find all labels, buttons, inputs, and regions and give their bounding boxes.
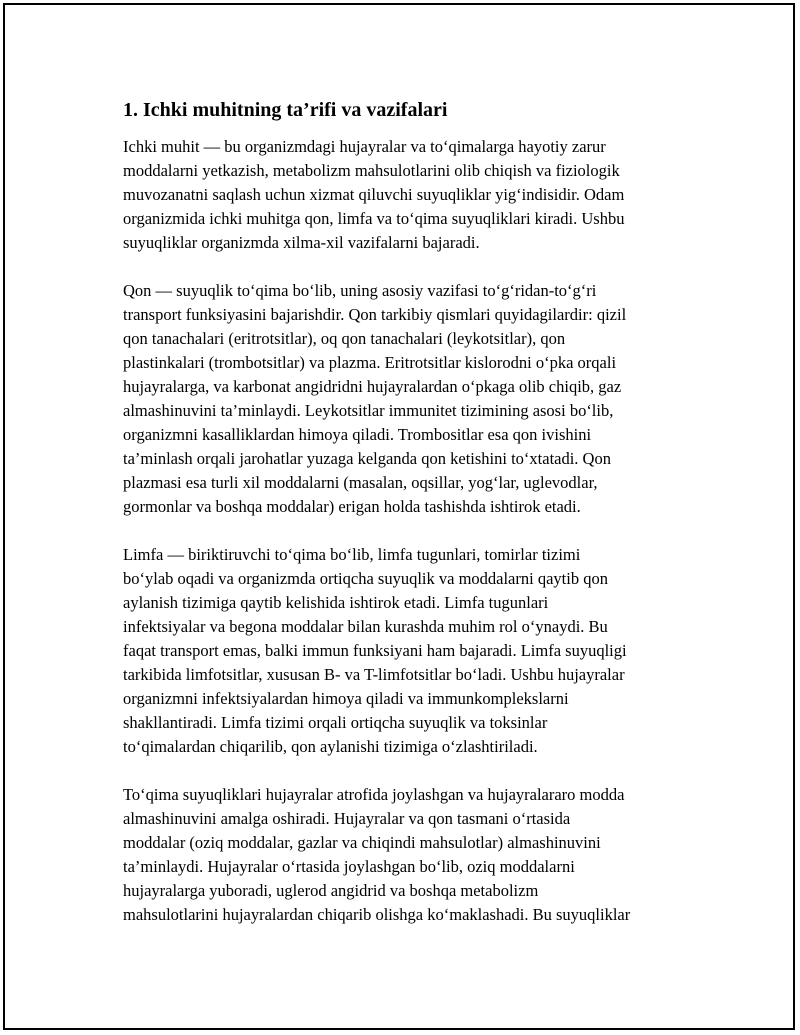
text-line: tarkibida limfotsitlar, xususan B- va T-limfotsitlar bo‘ladi. Ushbu hujayralar — [123, 665, 625, 684]
text-line: qon tanachalari (eritrotsitlar), oq qon tanachalari (leykotsitlar), qon — [123, 329, 566, 348]
text-line: plazmasi esa turli xil moddalarni (masalan, oqsillar, yog‘lar, uglevodlar, — [123, 473, 598, 492]
text-line: faqat transport emas, balki immun funksiyani ham bajaradi. Limfa suyuqligi — [123, 641, 627, 660]
text-line: infektsiyalar va begona moddalar bilan kurashda muhim rol o‘ynaydi. Bu — [123, 617, 608, 636]
text-line: moddalar (oziq moddalar, gazlar va chiqindi mahsulotlar) almashinuvini — [123, 833, 601, 852]
text-line: Ichki muhit — bu organizmdagi hujayralar va to‘qimalarga hayotiy zarur — [123, 137, 606, 156]
paragraph-internal-environment — [123, 135, 695, 255]
paragraph-lymph — [123, 543, 695, 759]
text-line: ta’minlaydi. Hujayralar o‘rtasida joylashgan bo‘lib, oziq moddalarni — [123, 857, 575, 876]
text-line: mahsulotlarini hujayralardan chiqarib olishga ko‘maklashadi. Bu suyuqliklar — [123, 905, 631, 924]
text-line: hujayralarga yuboradi, uglerod angidrid va boshqa metabolizm — [123, 881, 539, 900]
text-line: gormonlar va boshqa moddalar) erigan holda tashishda ishtirok etadi. — [123, 497, 581, 516]
paragraph-tissue-fluids — [123, 783, 695, 927]
text-line: ta’minlash orqali jarohatlar yuzaga kelganda qon ketishini to‘xtatadi. Qon — [123, 449, 611, 468]
text-line: almashinuvini ta’minlaydi. Leykotsitlar immunitet tizimining asosi bo‘lib, — [123, 401, 614, 420]
paragraph-blood — [123, 279, 695, 519]
text-line: To‘qima suyuqliklari hujayralar atrofida joylashgan va hujayralararo modda — [123, 785, 625, 804]
text-line: organizmni infektsiyalardan himoya qiladi va immunkomplekslarni — [123, 689, 569, 708]
text-line: bo‘ylab oqadi va organizmda ortiqcha suyuqlik va moddalarni qaytib qon — [123, 569, 608, 588]
text-line: aylanish tizimiga qaytib kelishida ishtirok etadi. Limfa tugunlari — [123, 593, 549, 612]
text-line: shakllantiradi. Limfa tizimi orqali ortiqcha suyuqlik va toksinlar — [123, 713, 548, 732]
text-line: suyuqliklar organizmda xilma-xil vazifalarni bajaradi. — [123, 233, 480, 252]
text-line: transport funksiyasini bajarishdir. Qon tarkibiy qismlari quyidagilardir: qizil — [123, 305, 627, 324]
text-line: almashinuvini amalga oshiradi. Hujayralar va qon tasmani o‘rtasida — [123, 809, 571, 828]
text-line: plastinkalari (trombotsitlar) va plazma. Eritrotsitlar kislorodni o‘pka orqali — [123, 353, 617, 372]
page-frame — [3, 3, 795, 1030]
text-line: to‘qimalardan chiqarilib, qon aylanishi tizimiga o‘zlashtiriladi. — [123, 737, 538, 756]
text-line: organizmida ichki muhitga qon, limfa va to‘qima suyuqliklari kiradi. Ushbu — [123, 209, 625, 228]
text-line: hujayralarga, va karbonat angidridni hujayralardan o‘pkaga olib chiqib, gaz — [123, 377, 622, 396]
text-line: muvozanatni saqlash uchun xizmat qiluvchi suyuqliklar yig‘indisidir. Odam — [123, 185, 625, 204]
text-line: organizmni kasalliklardan himoya qiladi. Trombositlar esa qon ivishini — [123, 425, 592, 444]
text-line: Limfa — biriktiruvchi to‘qima bo‘lib, limfa tugunlari, tomirlar tizimi — [123, 545, 581, 564]
text-line: moddalarni yetkazish, metabolizm mahsulotlarini olib chiqish va fiziologik — [123, 161, 620, 180]
text-line: Qon — suyuqlik to‘qima bo‘lib, uning asosiy vazifasi to‘g‘ridan-to‘g‘ri — [123, 281, 597, 300]
document-body — [123, 97, 695, 951]
section-heading: 1. Ichki muhitning ta’rifi va vazifalari — [123, 99, 448, 121]
